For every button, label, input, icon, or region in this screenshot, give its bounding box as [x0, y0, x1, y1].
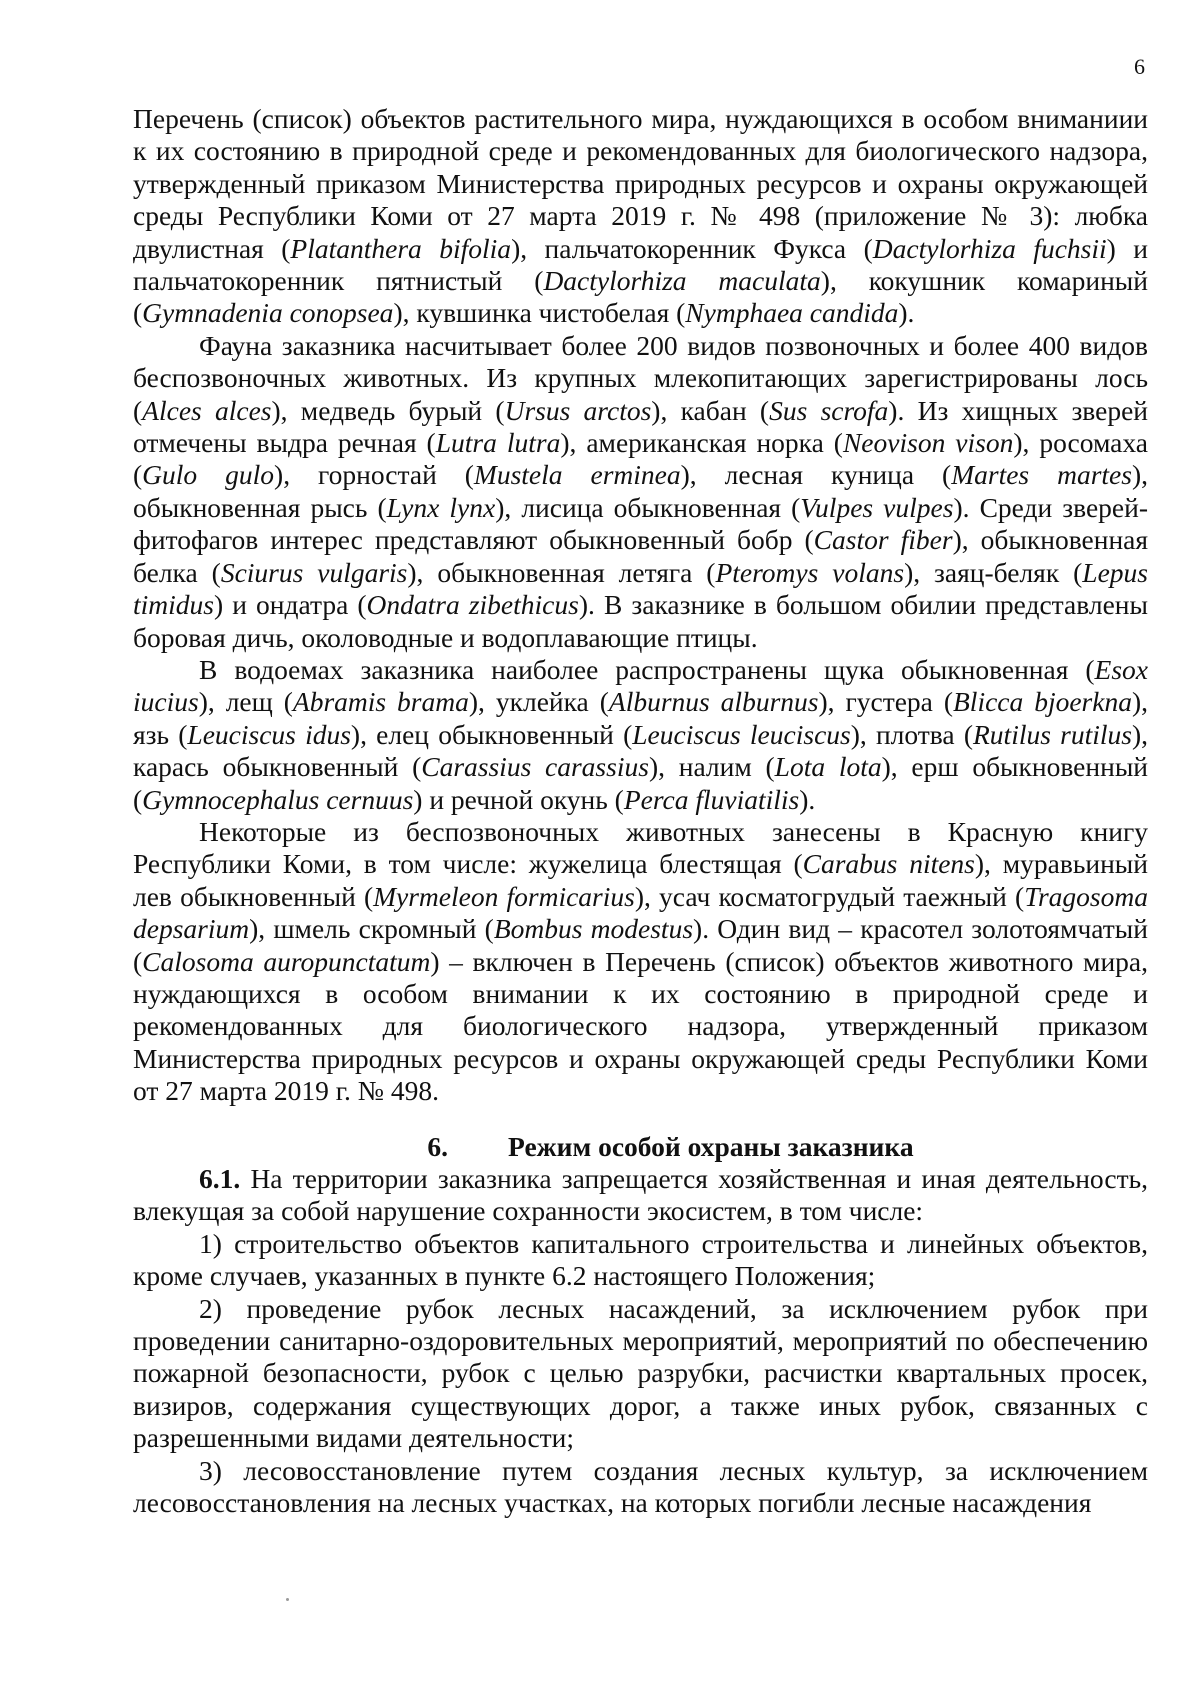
species-latin-name: Alces alces	[142, 394, 272, 426]
paragraph-text: Некоторые из беспозвоночных животных занесены в Красную книгу Республики Коми, в том числе: жужелица блестящая (	[133, 815, 1148, 880]
paragraph-text: ) и речной окунь (	[413, 783, 624, 815]
species-latin-name: Myrmeleon formicarius	[373, 880, 635, 912]
species-latin-name: Vulpes vulpes	[800, 491, 954, 523]
species-latin-name: Perca fluviatilis	[623, 783, 800, 815]
species-latin-name: Dactylorhiza maculata	[543, 265, 821, 297]
species-latin-name: Lepus timidus	[133, 556, 1148, 621]
paragraph-text: ), пальчатокоренник Фукса (	[511, 232, 873, 264]
species-latin-name: Blicca bjoerkna	[953, 686, 1132, 718]
section-heading	[133, 1131, 1148, 1163]
species-latin-name: Alburnus alburnus	[608, 686, 819, 718]
paragraph-text: ), уклейка (	[468, 686, 609, 718]
paragraph-text: ), росомаха (	[133, 427, 1148, 491]
paragraph-text: ), кувшинка чистобелая (	[393, 297, 686, 329]
clause-text: На территории заказника запрещается хозяйственная и иная деятельность, влекущая за собой нарушение сохранности экосистем, в том числе:	[133, 1163, 1148, 1227]
paragraph-text: ), медведь бурый (	[271, 394, 505, 426]
paragraph-text: ), муравьиный лев обыкновенный (	[133, 848, 1148, 912]
species-latin-name: Gymnadenia conopsea	[142, 297, 394, 329]
clause-number: 6.1.	[199, 1163, 241, 1194]
paragraph-text: ), обыкновенная белка (	[133, 524, 1149, 588]
species-latin-name: Gulo gulo	[142, 459, 275, 491]
species-latin-name: Sciurus vulgaris	[220, 556, 408, 588]
paragraph-flora-list	[133, 103, 1148, 330]
species-latin-name: Calosoma auropunctatum	[142, 945, 431, 977]
paragraph-text: ), лисица обыкновенная (	[495, 491, 801, 523]
species-latin-name: Bombus modestus	[493, 913, 694, 945]
paragraph-text: ), лещ (	[198, 686, 293, 718]
species-latin-name: Martes martes	[951, 459, 1132, 491]
paragraph-text: ), язь (	[133, 686, 1148, 750]
paragraph-text: ), карась обыкновенный (	[133, 718, 1148, 783]
paragraph-text: ) – включен в Перечень (список) объектов животного мира, нуждающихся в особом внимании к их состоянию в природной среде и рекомендованных для биологического надзора, утвержденный приказом Министерства природных ресурсов и охраны окружающей среды Республики Коми от 27 марта 2019 г. № 498.	[133, 945, 1148, 1107]
paragraph-text: ), густера (	[818, 686, 953, 718]
species-latin-name: Lynx lynx	[386, 491, 496, 523]
paragraph-text: В водоемах заказника наиболее распространены щука обыкновенная (	[199, 653, 1095, 685]
species-latin-name: Sus scrofa	[769, 394, 889, 426]
species-latin-name: Leuciscus leuciscus	[632, 718, 851, 750]
page-number: 6	[1134, 54, 1145, 79]
species-latin-name: Esox iucius	[133, 653, 1148, 718]
paragraph-text: ), обыкновенная летяга (	[407, 556, 716, 588]
paragraph-text: Перечень (список) объектов растительного мира, нуждающихся в особом вниманиии к их состоянию в природной среде и рекомендованных для биологического надзора, утвержденный приказом Министерства природных ресурсов и охраны окружающей среды Республики Коми от 27 марта 2019 г. № 498 (приложение № 3): любка двулистная (	[133, 103, 1148, 264]
paragraph-invertebrates	[133, 816, 1148, 1108]
paragraph-text: ), лесная куница (	[680, 459, 952, 491]
paragraph-text: ), ерш обыкновенный (	[133, 751, 1149, 815]
species-latin-name: Gymnocephalus cernuus	[142, 783, 414, 815]
document-body	[133, 103, 1148, 1519]
list-item-3: 3) лесовосстановление путем создания лесных культур, за исключением лесовосстановления на лесных участках, на которых погибли лесные насаждения	[133, 1454, 1148, 1519]
paragraph-text: ), обыкновенная рысь (	[133, 459, 1148, 523]
paragraph-text: Фауна заказника насчитывает более 200 видов позвоночных и более 400 видов беспозвоночных животных. Из крупных млекопитающих зарегистрированы лось (	[133, 329, 1148, 426]
paragraph-fish	[133, 654, 1148, 816]
list-item-2: 2) проведение рубок лесных насаждений, за исключением рубок при проведении санитарно-оздоровительных мероприятий, мероприятий по обеспечению пожарной безопасности, рубок с целью разрубки, расчистки квартальных просек, визиров, содержания существующих дорог, а также иных рубок, связанных с разрешенными видами деятельности;	[133, 1292, 1148, 1454]
species-latin-name: Dactylorhiza fuchsii	[872, 232, 1107, 264]
scan-artifact-dot	[286, 1598, 289, 1601]
clause-6-1	[133, 1163, 1148, 1228]
species-latin-name: Lota lota	[774, 751, 882, 783]
paragraph-text: ), кабан (	[651, 394, 770, 426]
paragraph-text: ), кокушник комариный (	[133, 265, 1148, 329]
species-latin-name: Neovison vison	[842, 427, 1014, 459]
paragraph-text: ). Один вид – красотел золотоямчатый (	[133, 913, 1148, 977]
species-latin-name: Ursus arctos	[504, 394, 652, 426]
species-latin-name: Carassius carassius	[421, 751, 649, 783]
paragraph-text: ), налим (	[648, 751, 775, 783]
paragraph-text: ). В заказнике в большом обилии представлены боровая дичь, околоводные и водоплавающие птицы.	[133, 589, 1148, 653]
species-latin-name: Lutra lutra	[435, 427, 561, 459]
species-latin-name: Leuciscus idus	[187, 718, 351, 750]
paragraph-text: ). Из хищных зверей отмечены выдра речная (	[133, 394, 1149, 459]
species-latin-name: Abramis brama	[292, 686, 469, 718]
species-latin-name: Carabus nitens	[802, 848, 975, 880]
list-item-1: 1) строительство объектов капитального строительства и линейных объектов, кроме случаев, указанных в пункте 6.2 настоящего Положения;	[133, 1227, 1148, 1292]
species-latin-name: Castor fiber	[813, 524, 953, 556]
paragraph-text: ), плотва (	[850, 718, 973, 750]
paragraph-text: ).	[898, 297, 915, 329]
paragraph-text: ), усач косматогрудый таежный (	[634, 880, 1025, 912]
paragraph-text: ), заяц-беляк (	[904, 556, 1083, 588]
species-latin-name: Pteromys volans	[715, 556, 905, 588]
paragraph-text: ) и ондатра (	[213, 589, 367, 621]
species-latin-name: Ondatra zibethicus	[366, 589, 579, 621]
paragraph-text: ), елец обыкновенный (	[350, 718, 633, 750]
species-latin-name: Mustela erminea	[473, 459, 681, 491]
species-latin-name: Nymphaea candida	[685, 297, 899, 329]
paragraph-text: ), шмель скромный (	[249, 913, 494, 945]
paragraph-text: ).	[799, 783, 816, 815]
paragraph-text: ) и пальчатокоренник пятнистый (	[133, 232, 1148, 297]
section-title: Режим особой охраны заказника	[508, 1130, 914, 1162]
paragraph-text: ). Среди зверей-фитофагов интерес представляют обыкновенный бобр (	[133, 491, 1149, 556]
section-number: 6.	[427, 1130, 449, 1162]
species-latin-name: Platanthera bifolia	[290, 232, 512, 264]
paragraph-text: ), американская норка (	[560, 427, 843, 459]
species-latin-name: Tragosoma depsarium	[133, 880, 1148, 945]
paragraph-fauna	[133, 330, 1148, 654]
species-latin-name: Rutilus rutilus	[973, 718, 1132, 750]
paragraph-text: ), горностай (	[274, 459, 474, 491]
